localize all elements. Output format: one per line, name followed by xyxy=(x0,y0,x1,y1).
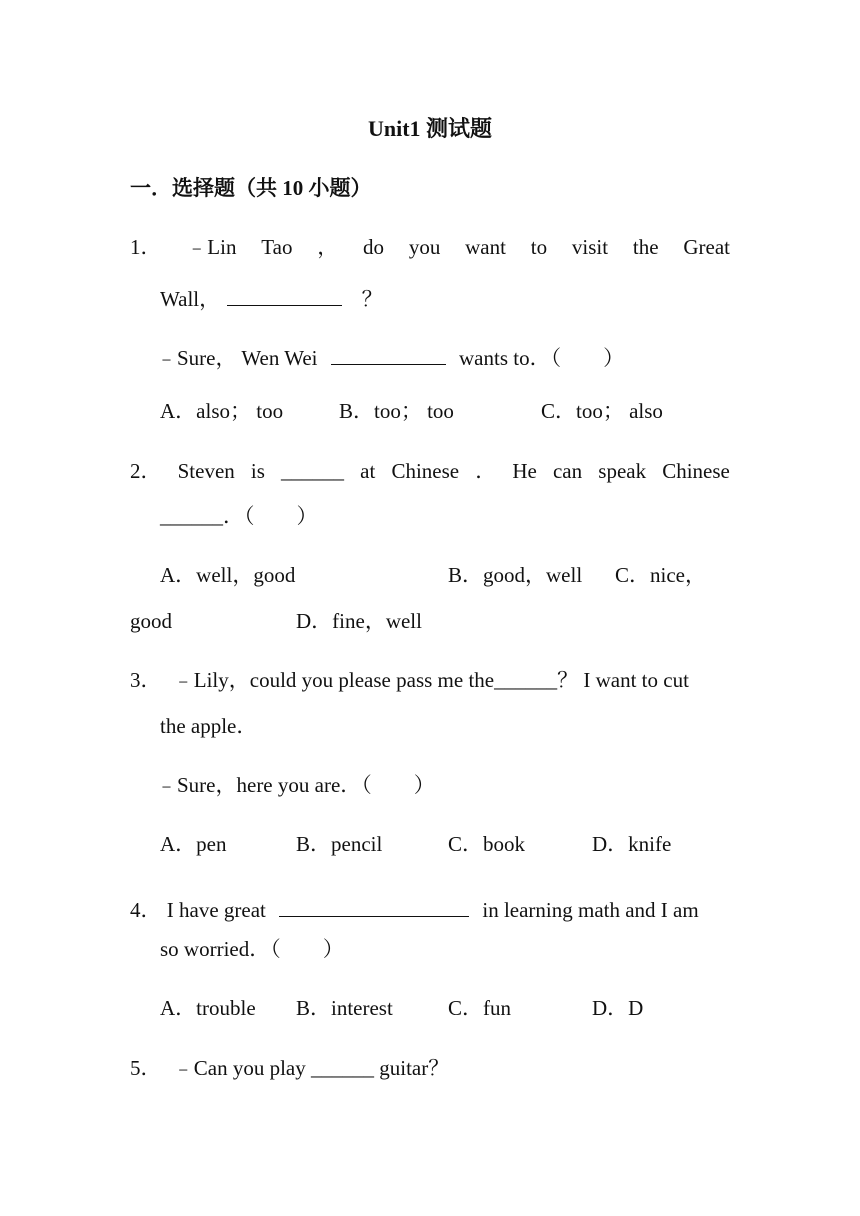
question-number: 1． xyxy=(130,235,162,259)
question-3-option-c: C．book xyxy=(448,832,526,856)
word: ， xyxy=(317,235,339,259)
text: ﹣Can you play ______ guitar？ xyxy=(172,1056,450,1080)
text: Wall， xyxy=(160,287,221,312)
question-5-line-1 xyxy=(130,1058,449,1079)
word: He xyxy=(512,459,537,483)
question-1-option-b: B．too； too xyxy=(339,399,454,423)
answer-blank[interactable]: ______ xyxy=(281,459,345,483)
question-3-option-a: A．pen xyxy=(160,832,227,856)
answer-blank[interactable] xyxy=(279,894,469,917)
answer-blank[interactable] xyxy=(331,342,446,365)
question-3-reply: ﹣Sure，here you are．（ ） xyxy=(156,773,435,797)
section-heading: 一．选择题（共 10 小题） xyxy=(130,176,372,200)
word: to xyxy=(530,235,548,259)
word: the xyxy=(632,235,659,259)
question-3-line-2: the apple． xyxy=(160,714,258,738)
question-1-line-2 xyxy=(160,283,383,310)
question-3-option-d: D．knife xyxy=(592,832,672,856)
question-2-option-b: B．good，well xyxy=(448,563,583,587)
word: is xyxy=(250,459,265,483)
answer-blank[interactable] xyxy=(227,283,342,306)
question-4-option-d: D．D xyxy=(592,996,644,1020)
question-2-option-c: C．nice， xyxy=(615,563,706,587)
question-4-option-c: C．fun xyxy=(448,996,511,1020)
word: ﹣Lin xyxy=(186,235,237,259)
word: Steven xyxy=(177,459,235,483)
text: I have great xyxy=(166,898,266,923)
question-3-line-1 xyxy=(130,670,689,691)
question-4-line-1 xyxy=(130,894,699,921)
word: Great xyxy=(683,235,730,259)
question-4-line-2: so worried．（ ） xyxy=(160,937,344,961)
text: ？ xyxy=(361,287,383,312)
question-number: 3． xyxy=(130,668,162,692)
word: want xyxy=(465,235,506,259)
word: speak xyxy=(598,459,647,483)
word: can xyxy=(552,459,583,483)
question-2-option-d: D．fine，well xyxy=(296,609,422,633)
word: at xyxy=(360,459,376,483)
text: ﹣Sure， Wen Wei xyxy=(156,346,318,371)
question-1-line-1 xyxy=(130,237,730,258)
question-number: 4． xyxy=(130,898,162,923)
question-1-option-a: A．also； too xyxy=(160,399,284,423)
text: ﹣Lily，could you please pass me the______？ I want to cut xyxy=(172,668,689,692)
question-1-reply xyxy=(156,342,624,369)
word: Chinese xyxy=(662,459,730,483)
question-4-option-b: B．interest xyxy=(296,996,393,1020)
word: Chinese xyxy=(391,459,460,483)
text: wants to．（ ） xyxy=(459,346,625,371)
text: in learning math and I am xyxy=(482,898,699,923)
question-2-line-1 xyxy=(130,461,730,482)
question-4-option-a: A．trouble xyxy=(160,996,256,1020)
question-number: 2． xyxy=(130,459,162,483)
question-2-option-c-cont: good xyxy=(130,609,172,633)
question-number: 5． xyxy=(130,1056,162,1080)
word: visit xyxy=(571,235,609,259)
question-2-option-a: A．well，good xyxy=(160,563,296,587)
question-2-line-2: ______．（ ） xyxy=(160,504,318,528)
question-1-option-c: C．too； also xyxy=(541,399,663,423)
word: Tao xyxy=(261,235,293,259)
word: do xyxy=(363,235,385,259)
page-title: Unit1 测试题 xyxy=(367,116,493,141)
question-3-option-b: B．pencil xyxy=(296,832,383,856)
word: you xyxy=(408,235,441,259)
word: ． xyxy=(475,459,497,483)
